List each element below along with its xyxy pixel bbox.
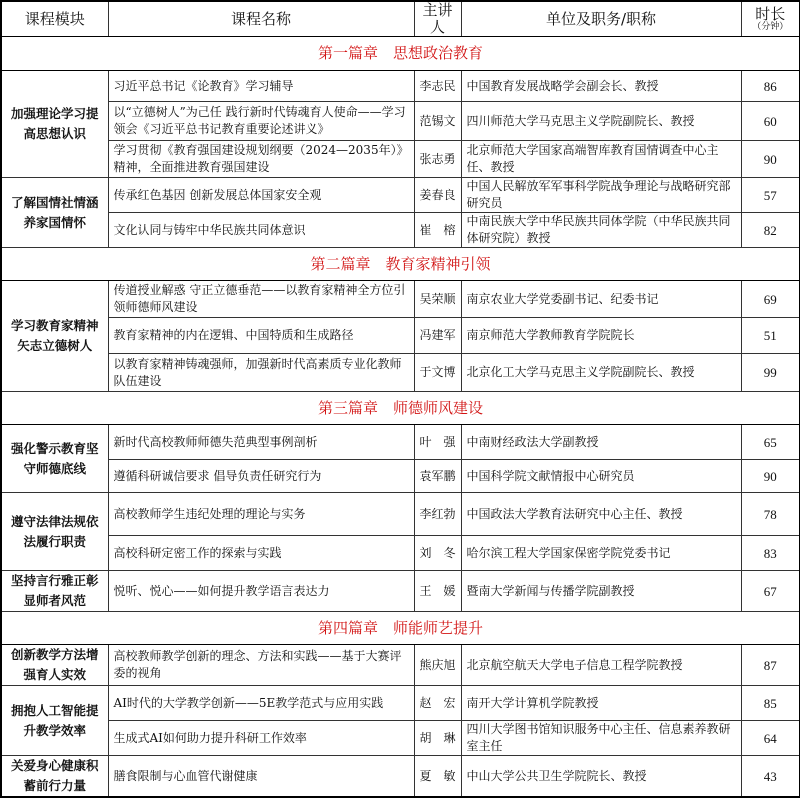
table-row xyxy=(1,756,800,798)
table-header-row xyxy=(1,1,800,37)
unit-position: 中国教育发展战略学会副会长、教授 xyxy=(461,71,741,102)
speaker: 李志民 xyxy=(414,71,461,102)
header-unit: 单位及职务/职称 xyxy=(461,1,741,37)
table-row xyxy=(1,102,800,141)
speaker: 刘 冬 xyxy=(414,536,461,571)
chapter-title: 第三篇章 师德师风建设 xyxy=(1,392,800,425)
unit-position: 南开大学计算机学院教授 xyxy=(461,686,741,721)
speaker: 袁军鹏 xyxy=(414,460,461,493)
header-duration xyxy=(741,1,800,37)
chapter-row xyxy=(1,612,800,645)
course-title: 传承红色基因 创新发展总体国家安全观 xyxy=(108,178,414,213)
speaker: 胡 琳 xyxy=(414,721,461,756)
speaker: 于文博 xyxy=(414,354,461,392)
table-row xyxy=(1,645,800,686)
header-duration-label: 时长 xyxy=(755,5,786,23)
speaker: 赵 宏 xyxy=(414,686,461,721)
duration: 65 xyxy=(741,425,800,460)
chapter-row xyxy=(1,37,800,71)
chapter-title: 第四篇章 师能师艺提升 xyxy=(1,612,800,645)
table-row xyxy=(1,536,800,571)
unit-position: 北京航空航天大学电子信息工程学院教授 xyxy=(461,645,741,686)
table-row xyxy=(1,460,800,493)
table-row xyxy=(1,281,800,318)
course-title: 传道授业解惑 守正立德垂范——以教育家精神全方位引领师德师风建设 xyxy=(108,281,414,318)
table-row xyxy=(1,354,800,392)
speaker: 熊庆旭 xyxy=(414,645,461,686)
chapter-row xyxy=(1,248,800,281)
course-title: 文化认同与铸牢中华民族共同体意识 xyxy=(108,213,414,248)
speaker: 范锡文 xyxy=(414,102,461,141)
unit-position: 中国科学院文献情报中心研究员 xyxy=(461,460,741,493)
duration: 90 xyxy=(741,460,800,493)
course-title: 悦听、悦心——如何提升教学语言表达力 xyxy=(108,571,414,612)
unit-position: 哈尔滨工程大学国家保密学院党委书记 xyxy=(461,536,741,571)
table-row xyxy=(1,71,800,102)
duration: 85 xyxy=(741,686,800,721)
table-row xyxy=(1,571,800,612)
unit-position: 中国人民解放军军事科学院战争理论与战略研究部研究员 xyxy=(461,178,741,213)
unit-position: 四川大学图书馆知识服务中心主任、信息素养教研室主任 xyxy=(461,721,741,756)
course-title: 以“立德树人”为己任 践行新时代铸魂育人使命——学习领会《习近平总书记教育重要论述讲义》 xyxy=(108,102,414,141)
course-title: AI时代的大学教学创新——5E教学范式与应用实践 xyxy=(108,686,414,721)
unit-position: 南京农业大学党委副书记、纪委书记 xyxy=(461,281,741,318)
duration: 57 xyxy=(741,178,800,213)
course-title: 膳食限制与心血管代谢健康 xyxy=(108,756,414,798)
unit-position: 北京化工大学马克思主义学院副院长、教授 xyxy=(461,354,741,392)
duration: 86 xyxy=(741,71,800,102)
chapter-title: 第二篇章 教育家精神引领 xyxy=(1,248,800,281)
table-row xyxy=(1,721,800,756)
module-name: 遵守法律法规依法履行职责 xyxy=(1,493,108,571)
duration: 64 xyxy=(741,721,800,756)
unit-position: 四川师范大学马克思主义学院副院长、教授 xyxy=(461,102,741,141)
speaker: 李红勃 xyxy=(414,493,461,536)
module-name: 坚持言行雅正彰显师者风范 xyxy=(1,571,108,612)
course-title: 习近平总书记《论教育》学习辅导 xyxy=(108,71,414,102)
table-row xyxy=(1,686,800,721)
speaker: 张志勇 xyxy=(414,141,461,178)
header-speaker: 主讲人 xyxy=(414,1,461,37)
unit-position: 中山大学公共卫生学院院长、教授 xyxy=(461,756,741,798)
module-name: 强化警示教育坚守师德底线 xyxy=(1,425,108,493)
duration: 60 xyxy=(741,102,800,141)
chapter-row xyxy=(1,392,800,425)
unit-position: 中南民族大学中华民族共同体学院（中华民族共同体研究院）教授 xyxy=(461,213,741,248)
table-row xyxy=(1,425,800,460)
course-title: 高校科研定密工作的探索与实践 xyxy=(108,536,414,571)
module-name: 加强理论学习提高思想认识 xyxy=(1,71,108,178)
course-title: 教育家精神的内在逻辑、中国特质和生成路径 xyxy=(108,318,414,354)
module-name: 拥抱人工智能提升教学效率 xyxy=(1,686,108,756)
chapter-title: 第一篇章 思想政治教育 xyxy=(1,37,800,71)
table-row xyxy=(1,213,800,248)
speaker: 夏 敏 xyxy=(414,756,461,798)
duration: 69 xyxy=(741,281,800,318)
speaker: 崔 榕 xyxy=(414,213,461,248)
unit-position: 北京师范大学国家高端智库教育国情调查中心主任、教授 xyxy=(461,141,741,178)
module-name: 关爱身心健康积蓄前行力量 xyxy=(1,756,108,798)
speaker: 叶 强 xyxy=(414,425,461,460)
table-row xyxy=(1,493,800,536)
course-title: 高校教师学生违纪处理的理论与实务 xyxy=(108,493,414,536)
module-name: 学习教育家精神矢志立德树人 xyxy=(1,281,108,392)
course-title: 高校教师教学创新的理念、方法和实践——基于大赛评委的视角 xyxy=(108,645,414,686)
table-row xyxy=(1,178,800,213)
speaker: 吴荣顺 xyxy=(414,281,461,318)
course-title: 遵循科研诚信要求 倡导负责任研究行为 xyxy=(108,460,414,493)
table-row xyxy=(1,318,800,354)
duration: 78 xyxy=(741,493,800,536)
unit-position: 中国政法大学教育法研究中心主任、教授 xyxy=(461,493,741,536)
course-title: 生成式AI如何助力提升科研工作效率 xyxy=(108,721,414,756)
duration: 90 xyxy=(741,141,800,178)
course-title: 以教育家精神铸魂强师，加强新时代高素质专业化教师队伍建设 xyxy=(108,354,414,392)
speaker: 姜春良 xyxy=(414,178,461,213)
speaker: 冯建军 xyxy=(414,318,461,354)
table-row xyxy=(1,141,800,178)
module-name: 了解国情社情涵养家国情怀 xyxy=(1,178,108,248)
speaker: 王 媛 xyxy=(414,571,461,612)
header-module: 课程模块 xyxy=(1,1,108,37)
header-course: 课程名称 xyxy=(108,1,414,37)
header-duration-unit: （分钟） xyxy=(752,22,789,32)
unit-position: 暨南大学新闻与传播学院副教授 xyxy=(461,571,741,612)
course-title: 学习贯彻《教育强国建设规划纲要（2024—2035年）》精神，全面推进教育强国建设 xyxy=(108,141,414,178)
duration: 82 xyxy=(741,213,800,248)
unit-position: 南京师范大学教师教育学院院长 xyxy=(461,318,741,354)
duration: 67 xyxy=(741,571,800,612)
table-body xyxy=(1,37,800,798)
course-title: 新时代高校教师师德失范典型事例剖析 xyxy=(108,425,414,460)
duration: 83 xyxy=(741,536,800,571)
unit-position: 中南财经政法大学副教授 xyxy=(461,425,741,460)
duration: 51 xyxy=(741,318,800,354)
duration: 43 xyxy=(741,756,800,798)
duration: 99 xyxy=(741,354,800,392)
duration: 87 xyxy=(741,645,800,686)
module-name: 创新教学方法增强育人实效 xyxy=(1,645,108,686)
